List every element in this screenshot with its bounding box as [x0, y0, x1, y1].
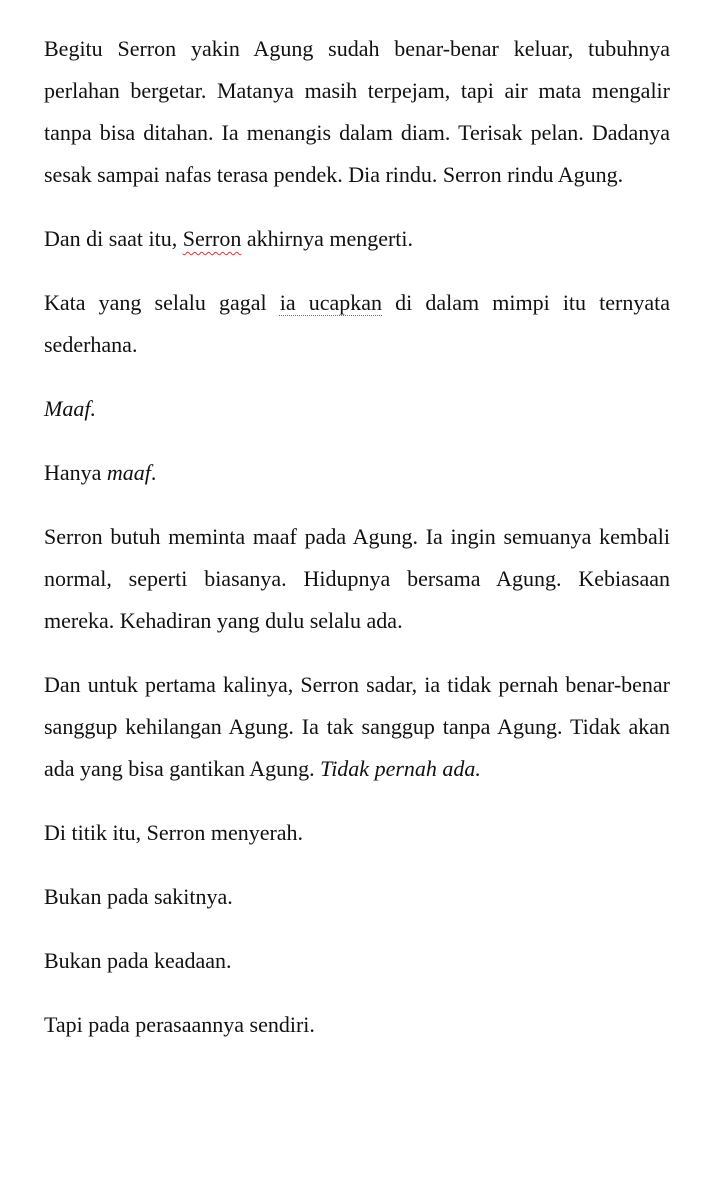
paragraph-10: Bukan pada keadaan.	[44, 948, 232, 973]
document-body	[44, 28, 670, 1068]
paragraph-7-text: Dan untuk pertama kalinya, Serron sadar, ia tidak pernah benar-benar sanggup kehilangan Agung. Ia tak sanggup tanpa Agung. Tidak akan ada yang bisa gantikan Agung.	[44, 672, 670, 781]
paragraph-2-text-before: Dan di saat itu,	[44, 226, 183, 251]
paragraph-1: Begitu Serron yakin Agung sudah benar-benar keluar, tubuhnya perlahan bergetar. Matanya masih terpejam, tapi air mata mengalir tanpa bisa ditahan. Ia menangis dalam diam. Terisak pelan. Dadanya sesak sampai nafas terasa pendek. Dia rindu. Serron rindu Agung.	[44, 36, 670, 187]
paragraph-6: Serron butuh meminta maaf pada Agung. Ia ingin semuanya kembali normal, seperti biasanya. Hidupnya bersama Agung. Kebiasaan mereka. Kehadiran yang dulu selalu ada.	[44, 524, 670, 633]
paragraph-3-text-after: di dalam mimpi itu ternyata sederhana.	[44, 290, 671, 357]
paragraph-3-text-before: Kata yang selalu gagal	[44, 290, 280, 315]
paragraph-2	[44, 218, 670, 260]
paragraph-4	[44, 388, 670, 430]
grammar-flagged-phrase[interactable]: ia ucapkan	[279, 290, 383, 315]
italic-text: Maaf.	[44, 396, 96, 421]
paragraph-5	[44, 452, 670, 494]
paragraph-11: Tapi pada perasaannya sendiri.	[44, 1012, 315, 1037]
paragraph-7	[44, 664, 670, 790]
italic-text: maaf	[106, 460, 151, 485]
italic-text: Tidak pernah ada.	[320, 756, 481, 781]
paragraph-5-text-before: Hanya	[44, 460, 107, 485]
paragraph-2-text-after: akhirnya mengerti.	[241, 226, 414, 251]
paragraph-3	[44, 282, 670, 366]
paragraph-9: Bukan pada sakitnya.	[44, 884, 233, 909]
spellcheck-flagged-word[interactable]: Serron	[182, 226, 242, 251]
paragraph-8: Di titik itu, Serron menyerah.	[44, 820, 304, 845]
paragraph-5-text-after: .	[150, 460, 157, 485]
